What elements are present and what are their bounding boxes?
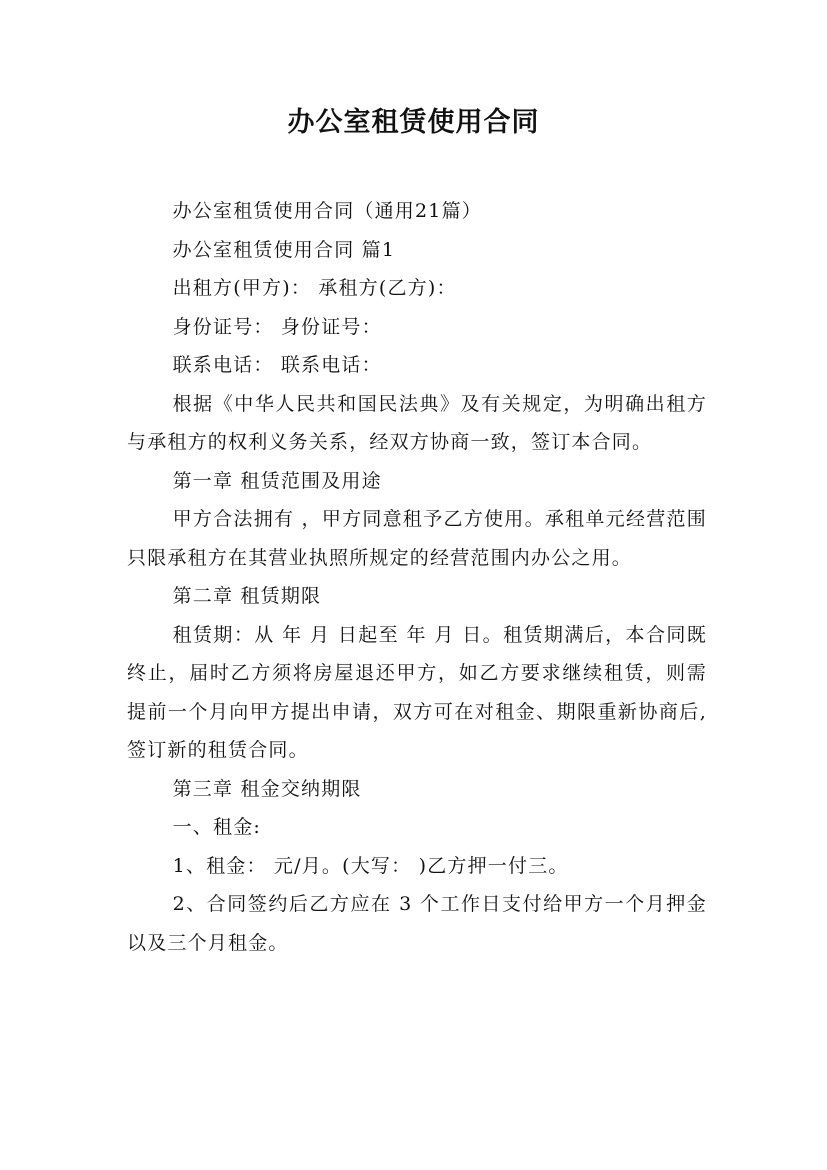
paragraph-section-heading: 办公室租赁使用合同 篇1 bbox=[172, 238, 396, 261]
paragraph-collection-title: 办公室租赁使用合同（通用21篇） bbox=[172, 200, 482, 222]
chapter-heading-2: 第二章 租赁期限 bbox=[172, 585, 322, 607]
paragraph-chapter-2: 租赁期：从 年 月 日起至 年 月 日。租赁期满后，本合同既终止，届时乙方须将房屋退还甲方，如乙方要求继续租赁，则需提前一个月向甲方提出申请，双方可在对租金、期限重新协商后,签订新的租赁合同。 bbox=[127, 623, 707, 761]
paragraph-phone-numbers: 联系电话： 联系电话： bbox=[172, 354, 382, 376]
chapter-heading-3: 第三章 租金交纳期限 bbox=[172, 777, 362, 800]
paragraph-id-numbers: 身份证号： 身份证号： bbox=[172, 315, 382, 338]
document-title: 办公室租赁使用合同 bbox=[287, 107, 540, 138]
chapter-heading-1: 第一章 租赁范围及用途 bbox=[172, 469, 382, 492]
paragraph-rent-amount: 1、租金： 元/月。(大写： )乙方押一付三。 bbox=[172, 854, 569, 877]
paragraph-rent-heading: 一、租金: bbox=[172, 816, 261, 838]
paragraph-chapter-1: 甲方合法拥有 ，甲方同意租予乙方使用。承租单元经营范围只限承租方在其营业执照所规定的经营范围内办公之用。 bbox=[127, 508, 707, 569]
paragraph-rent-payment: 2、合同签约后乙方应在 3 个工作日支付给甲方一个月押金以及三个月租金。 bbox=[127, 893, 707, 954]
paragraph-parties: 出租方(甲方)： 承租方(乙方)： bbox=[172, 277, 457, 299]
document-body bbox=[127, 192, 707, 962]
paragraph-preamble: 根据《中华人民共和国民法典》及有关规定，为明确出租方与承租方的权利义务关系，经双方协商一致，签订本合同。 bbox=[127, 392, 707, 453]
